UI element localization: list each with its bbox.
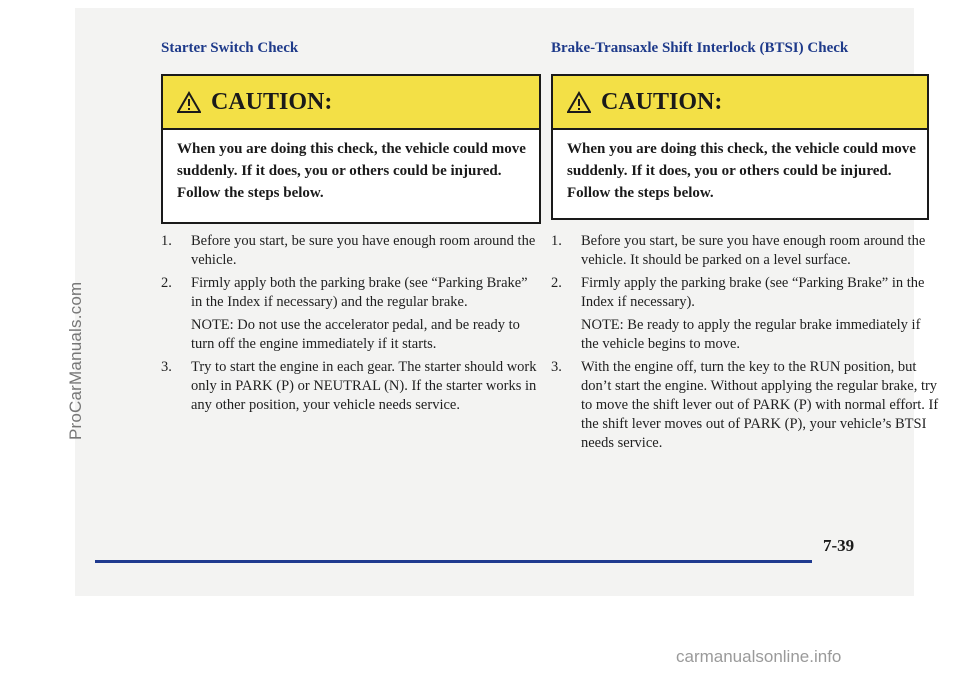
caution-title: CAUTION: xyxy=(211,88,333,115)
step-text: Firmly apply the parking brake (see “Parking Brake” in the Index if necessary). xyxy=(581,275,925,310)
footer-rule xyxy=(95,560,812,563)
list-item xyxy=(161,358,541,415)
step-text: Before you start, be sure you have enough room around the vehicle. It should be parked on a level surface. xyxy=(581,233,926,268)
step-list xyxy=(551,232,941,457)
step-number: 2. xyxy=(551,275,562,291)
step-number: 1. xyxy=(161,233,172,249)
step-note: NOTE: Be ready to apply the regular brake immediately if the vehicle begins to move. xyxy=(581,317,921,352)
list-item xyxy=(551,274,941,354)
warning-triangle-icon xyxy=(177,91,201,113)
page-number: 7-39 xyxy=(823,536,855,555)
step-text: Before you start, be sure you have enough room around the vehicle. xyxy=(191,233,536,268)
step-text: With the engine off, turn the key to the RUN position, but don’t start the engine. Without applying the regular brake, try to move the shift lever out of PARK (P) with normal effort. If the shift lever moves out of PARK (P), your vehicle’s BTSI needs service. xyxy=(581,359,939,451)
step-text: Try to start the engine in each gear. The starter should work only in PARK (P) or NEUTRAL (N). If the starter works in any other position, your vehicle needs service. xyxy=(191,359,537,413)
list-item xyxy=(161,232,541,270)
caution-box xyxy=(161,74,541,224)
caution-text: When you are doing this check, the vehicle could move suddenly. If it does, you or others could be injured. Follow the steps below. xyxy=(567,141,916,201)
list-item xyxy=(551,232,941,270)
manual-page xyxy=(75,8,939,596)
step-number: 1. xyxy=(551,233,562,249)
step-note: NOTE: Do not use the accelerator pedal, and be ready to turn off the engine immediately if it starts. xyxy=(191,317,520,352)
step-number: 3. xyxy=(161,359,172,375)
caution-box xyxy=(551,74,929,220)
warning-triangle-icon xyxy=(567,91,591,113)
side-watermark: ProCarManuals.com xyxy=(66,281,85,440)
bottom-watermark: carmanualsonline.info xyxy=(676,647,842,666)
section-heading: Brake-Transaxle Shift Interlock (BTSI) Check xyxy=(551,40,849,56)
caution-header xyxy=(163,76,539,130)
caution-header xyxy=(553,76,927,130)
step-text: Firmly apply both the parking brake (see “Parking Brake” in the Index if necessary) and the regular brake. xyxy=(191,275,528,310)
list-item xyxy=(551,358,941,453)
caution-title: CAUTION: xyxy=(601,88,723,115)
step-number: 2. xyxy=(161,275,172,291)
step-list xyxy=(161,232,541,419)
list-item xyxy=(161,274,541,354)
step-number: 3. xyxy=(551,359,562,375)
section-heading: Starter Switch Check xyxy=(161,40,299,56)
caution-text: When you are doing this check, the vehicle could move suddenly. If it does, you or others could be injured. Follow the steps below. xyxy=(177,141,526,201)
